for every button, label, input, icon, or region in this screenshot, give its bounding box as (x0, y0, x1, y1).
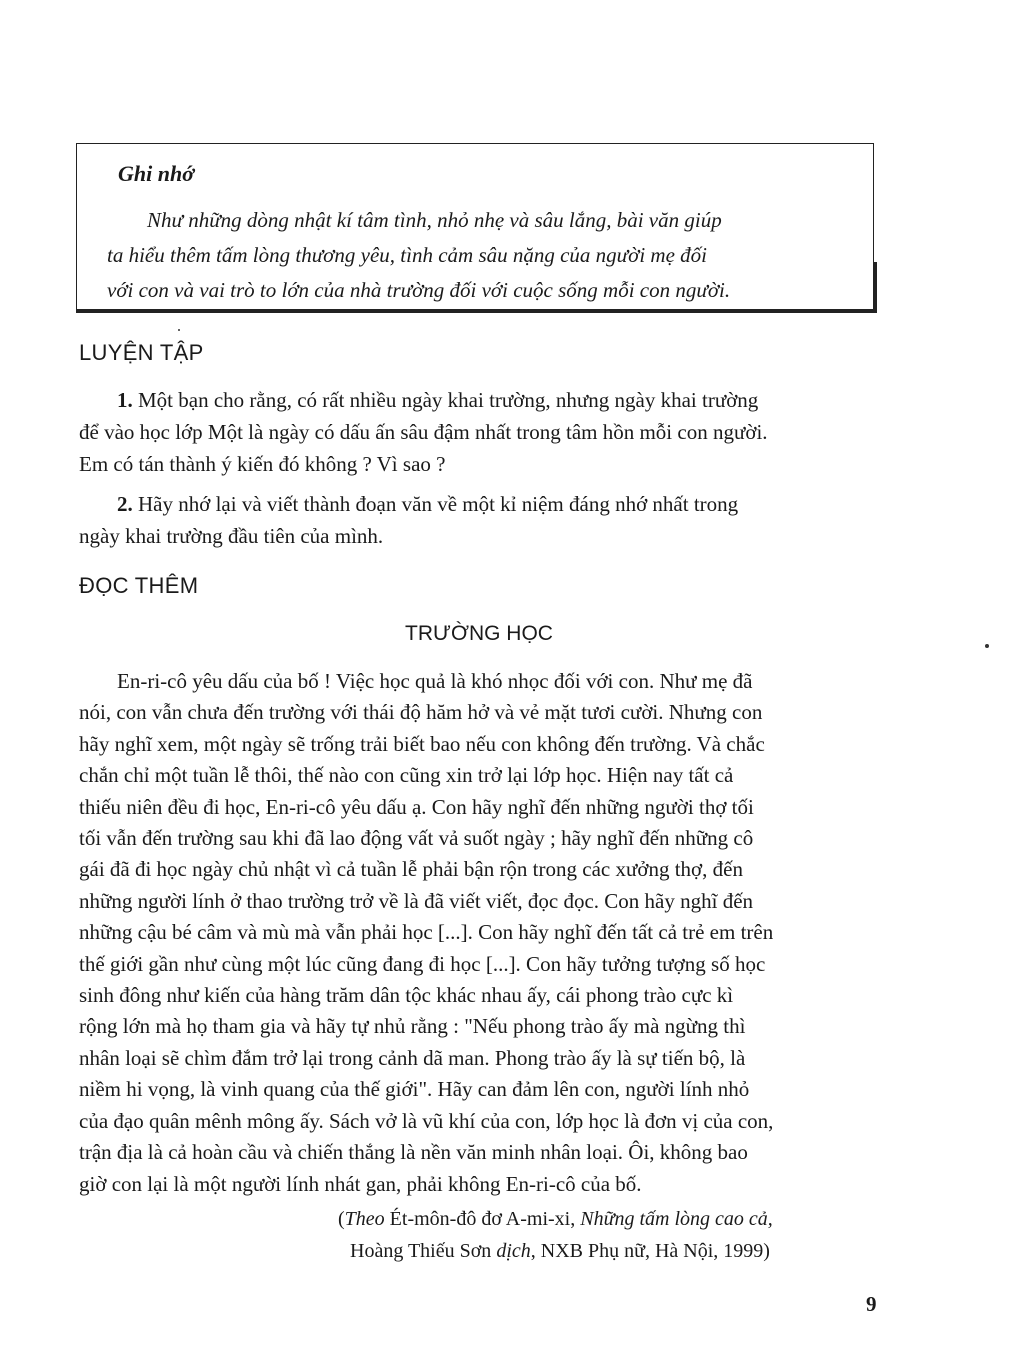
remember-box (76, 143, 874, 310)
story-line: niềm hi vọng, là vinh quang của thế giới". Hãy can đảm lên con, người lính nhỏ (79, 1077, 750, 1102)
story-line: tối vẫn đến trường sau khi đã lao động vất vả suốt ngày ; hãy nghĩ đến những cô (79, 826, 754, 851)
exercise-line: ngày khai trường đầu tiên của mình. (79, 524, 384, 548)
page-number: 9 (866, 1292, 877, 1316)
citation-author: Ét-môn-đô đơ A-mi-xi, (384, 1208, 581, 1230)
exercise-line (79, 488, 877, 520)
exercise-line: Em có tán thành ý kiến đó không ? Vì sao ? (79, 452, 446, 476)
story-line: hãy nghĩ xem, một ngày sẽ trống trải biết bao nếu con không đến trường. Và chắc (79, 731, 765, 756)
exercise-text: Hãy nhớ lại và viết thành đoạn văn về một kỉ niệm đáng nhớ nhất trong (132, 492, 739, 516)
practice-heading: LUYỆN TẬP (79, 340, 204, 365)
remember-line: ta hiểu thêm tấm lòng thương yêu, tình cảm sâu nặng của người mẹ đối (107, 243, 707, 267)
story-line: thiếu niên đều đi học, En-ri-cô yêu dấu ạ. Con hãy nghĩ đến những người thợ tối (79, 794, 754, 819)
remember-line: Như những dòng nhật kí tâm tình, nhỏ nhẹ và sâu lắng, bài văn giúp (147, 208, 722, 232)
story-line: sinh đông như kiến của hàng trăm dân tộc khác nhau ấy, cái phong trào cực kì (79, 983, 734, 1008)
story-line: nhân loại sẽ chìm đắm trở lại trong cảnh dã man. Phong trào ấy là sự tiến bộ, là (79, 1045, 746, 1070)
story-line: những người lính ở thao trường trở về là đã viết viết, đọc đọc. Con hãy nghĩ đến (79, 888, 754, 913)
story-title: TRƯỜNG HỌC (405, 622, 553, 645)
scan-speck (178, 329, 180, 331)
citation-line-2 (350, 1240, 770, 1263)
citation-line-1 (338, 1208, 773, 1231)
story-line: của đạo quân mênh mông ấy. Sách vở là vũ khí của con, lớp học là đơn vị của con, (79, 1108, 774, 1133)
citation-theo: Theo (344, 1208, 385, 1230)
story-line: giờ con lại là một người lính nhát gan, phải không En-ri-cô của bố. (79, 1171, 642, 1196)
story-line: trận địa là cả hoàn cầu và chiến thắng là nền văn minh nhân loại. Ôi, không bao (79, 1140, 748, 1165)
story-line: rộng lớn mà họ tham gia và hãy tự nhủ rằng : "Nếu phong trào ấy mà ngừng thì (79, 1014, 746, 1039)
remember-title: Ghi nhớ (118, 161, 195, 186)
story-line: En-ri-cô yêu dấu của bố ! Việc học quả là khó nhọc đối với con. Như mẹ đã (117, 669, 753, 693)
citation-dich: dịch (496, 1240, 531, 1262)
remember-line: với con và vai trò to lớn của nhà trường đối với cuộc sống mỗi con người. (107, 278, 731, 302)
exercise-number: 1. (117, 388, 133, 412)
exercise-number: 2. (117, 492, 133, 516)
citation-paren: ( (338, 1208, 345, 1230)
story-line: chắn chỉ một tuần lễ thôi, thế nào con cũng xin trở lại lớp học. Hiện nay tất cả (79, 763, 734, 788)
reading-heading: ĐỌC THÊM (79, 573, 199, 598)
scan-speck (985, 644, 989, 648)
story-line: thế giới gần như cùng một lúc cũng đang đi học [...]. Con hãy tưởng tượng số học (79, 951, 766, 976)
story-line: những cậu bé câm và mù mà vẫn phải học [...]. Con hãy nghĩ đến tất cả trẻ em trên (79, 920, 774, 945)
exercise-line: để vào học lớp Một là ngày có dấu ấn sâu đậm nhất trong tâm hồn mỗi con người. (79, 420, 768, 444)
citation-book: Những tấm lòng cao cả, (580, 1208, 773, 1230)
exercise-text: Một bạn cho rằng, có rất nhiều ngày khai trường, nhưng ngày khai trường (132, 388, 759, 412)
story-body (79, 666, 879, 1200)
remember-text (107, 203, 847, 308)
story-line: nói, con vẫn chưa đến trường với thái độ hăm hở và vẻ mặt tươi cười. Nhưng con (79, 700, 763, 725)
exercise-2 (79, 488, 877, 552)
exercise-line (79, 384, 877, 416)
citation-publisher: , NXB Phụ nữ, Hà Nội, 1999) (530, 1240, 770, 1262)
exercise-1 (79, 384, 877, 480)
citation-translator: Hoàng Thiếu Sơn (350, 1240, 497, 1262)
story-line: gái đã đi học ngày chủ nhật vì cả tuần lễ phải bận rộn trong các xưởng thợ, đến (79, 857, 743, 882)
